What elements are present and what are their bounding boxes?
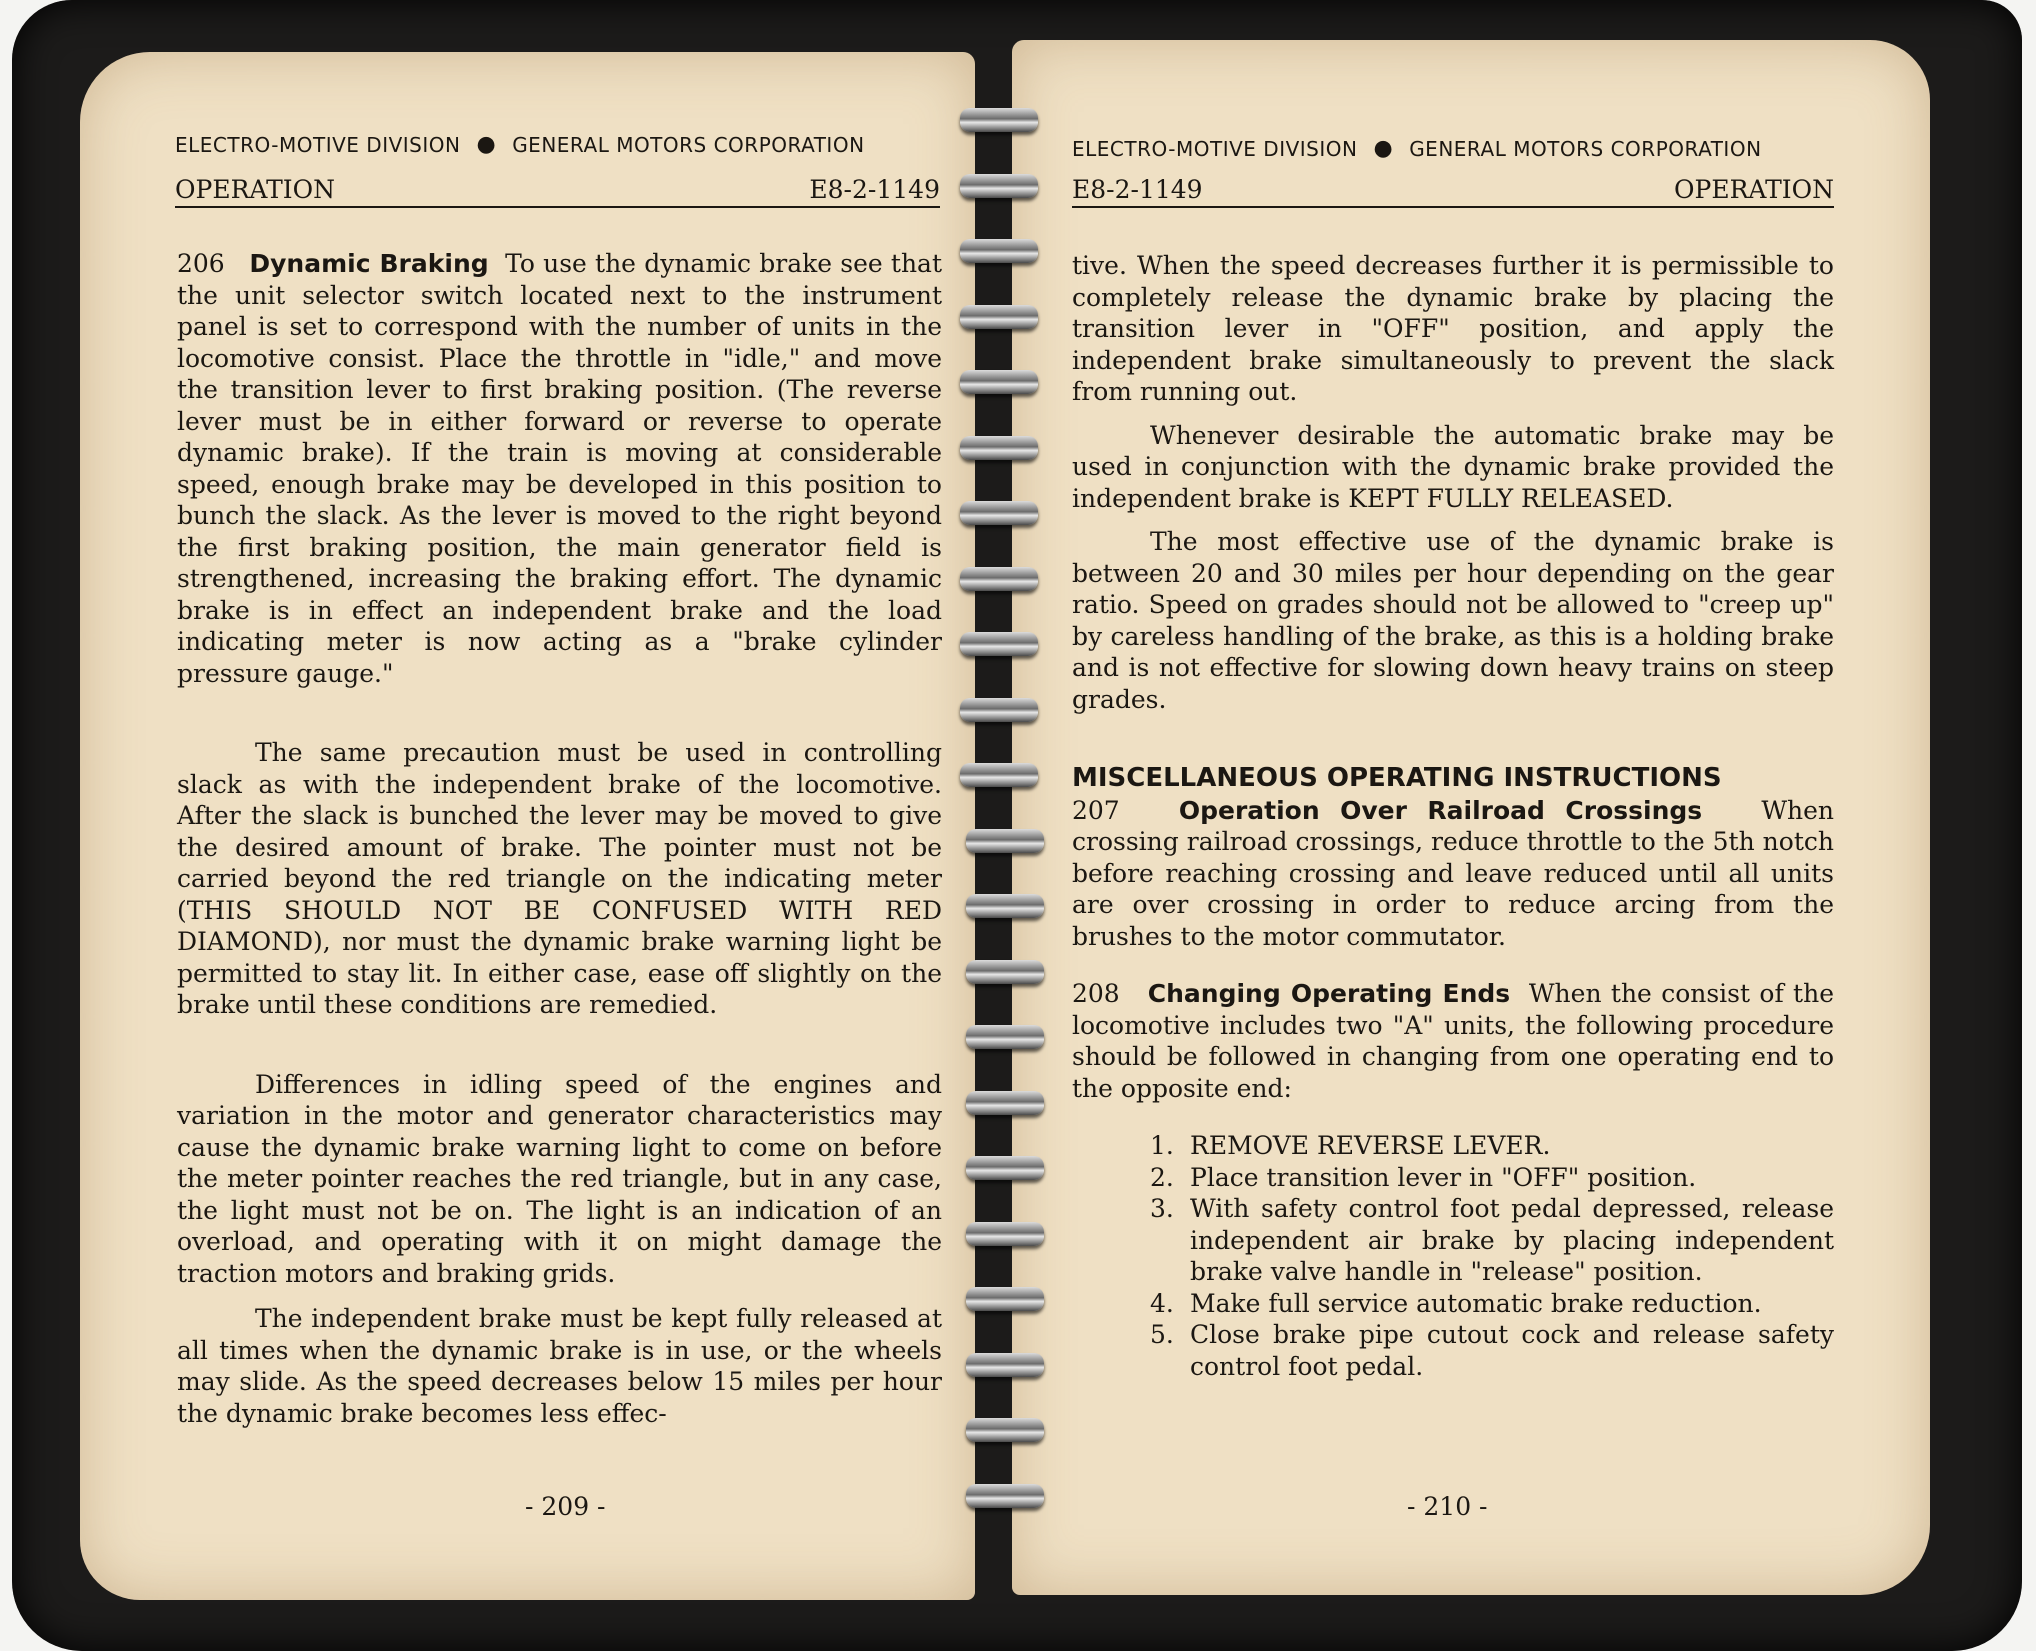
- right-paragraph-2: Whenever desirable the automatic brake may be used in conjunction with the dynamic brake provided the independent brake is KEPT FULLY RELEASED.: [1072, 420, 1834, 513]
- left-page-number: - 209 -: [525, 1492, 606, 1521]
- right-page: [1012, 40, 1930, 1595]
- spiral-coil: [966, 1156, 1044, 1180]
- spiral-coil: [960, 305, 1038, 329]
- right-header-corporation: GENERAL MOTORS CORPORATION: [1409, 136, 1762, 161]
- spiral-coil: [966, 829, 1044, 853]
- list-item: 2. Place transition lever in "OFF" position.: [1150, 1162, 1697, 1192]
- spiral-coil: [966, 1484, 1044, 1508]
- right-header-division: ELECTRO-MOTIVE DIVISION: [1072, 136, 1358, 161]
- spiral-coil: [966, 1222, 1044, 1246]
- left-paragraph-2: The same precaution must be used in controlling slack as with the independent brake of the locomotive. After the slack is bunched the lever may be moved to give the desired amount of brake. The pointer must not be carried beyond the red triangle on the indicating meter (THIS SHOULD NOT BE CONFUSED WITH RED DIAMOND), nor must the dynamic brake warning light be permitted to stay lit. In either case, ease off slightly on the brake until these conditions are remedied.: [177, 738, 942, 1019]
- left-page: [80, 52, 975, 1600]
- spiral-coil: [966, 894, 1044, 918]
- section-207-number: 207: [1072, 795, 1120, 825]
- spiral-coil: [960, 108, 1038, 132]
- misc-instructions-heading: MISCELLANEOUS OPERATING INSTRUCTIONS: [1072, 763, 1722, 793]
- section-206-number: 206: [177, 249, 225, 278]
- section-208: [1072, 978, 1834, 1104]
- bullet-icon: ●: [1373, 136, 1394, 161]
- left-paragraph-4: The independent brake must be kept fully released at all times when the dynamic brake is in use, or the wheels may slide. As the speed decreases below 15 miles per hour the dynamic brake becomes less effec-: [177, 1304, 942, 1428]
- right-paragraph-1: tive. When the speed decreases further it is permissible to completely release the dynamic brake by placing the transition lever in "OFF" position, and apply the independent brake simultaneously to prevent the slack from running out.: [1072, 251, 1834, 406]
- section-208-number: 208: [1072, 979, 1120, 1008]
- spiral-coil: [960, 763, 1038, 787]
- left-paragraph-3: Differences in idling speed of the engines and variation in the motor and generator characteristics may cause the dynamic brake warning light to come on before the meter pointer reaches the red triangle, but in any case, the light must not be on. The light is an indication of an overload, and operating with it on might damage the traction motors and braking grids.: [177, 1069, 942, 1288]
- section-208-text: When the consist of the locomotive includes two "A" units, the following procedure should be followed in changing from one operating end to the opposite end:: [1072, 979, 1835, 1103]
- right-header-rule: [1072, 175, 1834, 208]
- right-header-top: [1072, 136, 1762, 161]
- spiral-coil: [966, 960, 1044, 984]
- section-207-title: Operation Over Railroad Crossings: [1178, 795, 1703, 825]
- section-206-text: To use the dynamic brake see that the unit selector switch located next to the instrument panel is set to correspond with the number of units in the locomotive consist. Place the throttle in "idle," and move the transition lever to first braking position. (The reverse lever must be in either forward or reverse to operate dynamic brake). If the train is moving at considerable speed, enough brake may be developed in this position to bunch the slack. As the lever is moved to the right beyond the first braking position, the main generator field is strengthened, increasing the braking effort. The dynamic brake is in effect an independent brake and the load indicating meter is now acting as a "brake cylinder pressure gauge.": [177, 249, 942, 688]
- section-206-title: Dynamic Braking: [249, 249, 489, 278]
- right-section-label: OPERATION: [1674, 175, 1834, 204]
- right-page-number: - 210 -: [1407, 1492, 1488, 1521]
- spiral-coil: [966, 1025, 1044, 1049]
- left-body: [177, 248, 942, 1429]
- spiral-coil: [966, 1287, 1044, 1311]
- spiral-coil: [966, 1091, 1044, 1115]
- bullet-icon: ●: [476, 132, 497, 157]
- procedure-list: [1150, 1130, 1834, 1382]
- spiral-coil: [960, 567, 1038, 591]
- right-body: [1072, 250, 1834, 1382]
- left-header-top: [175, 132, 865, 157]
- left-header-rule: [175, 175, 940, 208]
- spiral-coil: [960, 174, 1038, 198]
- list-item: 4. Make full service automatic brake reduction.: [1150, 1288, 1762, 1318]
- right-paragraph-3: The most effective use of the dynamic brake is between 20 and 30 miles per hour depending on the gear ratio. Speed on grades should not be allowed to "creep up" by careless handling of the brake, as this is a holding brake and is not effective for slowing down heavy trains on steep grades.: [1072, 527, 1834, 714]
- spiral-coil: [966, 1353, 1044, 1377]
- spiral-binding: [960, 100, 1050, 1550]
- right-doc-code: E8-2-1149: [1072, 175, 1203, 204]
- spiral-coil: [966, 1418, 1044, 1442]
- list-item: 5. Close brake pipe cutout cock and release safety control foot pedal.: [1150, 1320, 1834, 1381]
- spiral-coil: [960, 698, 1038, 722]
- spiral-coil: [960, 239, 1038, 263]
- list-item: 3. With safety control foot pedal depressed, release independent air brake by placing independent brake valve handle in "release" position.: [1150, 1194, 1834, 1286]
- spiral-coil: [960, 370, 1038, 394]
- left-section-label: OPERATION: [175, 175, 335, 204]
- section-207-text: When crossing railroad crossings, reduce throttle to the 5th notch before reaching crossing and leave reduced until all units are over crossing in order to reduce arcing from the brushes to the motor commutator.: [1072, 795, 1835, 951]
- left-header-corporation: GENERAL MOTORS CORPORATION: [512, 132, 865, 157]
- section-207: [1072, 795, 1834, 953]
- spiral-coil: [960, 436, 1038, 460]
- section-206: [177, 248, 942, 689]
- section-208-title: Changing Operating Ends: [1147, 979, 1511, 1008]
- spiral-coil: [960, 501, 1038, 525]
- list-item: 1. REMOVE REVERSE LEVER.: [1150, 1131, 1551, 1160]
- left-header-division: ELECTRO-MOTIVE DIVISION: [175, 132, 461, 157]
- left-doc-code: E8-2-1149: [809, 175, 940, 204]
- spiral-coil: [960, 632, 1038, 656]
